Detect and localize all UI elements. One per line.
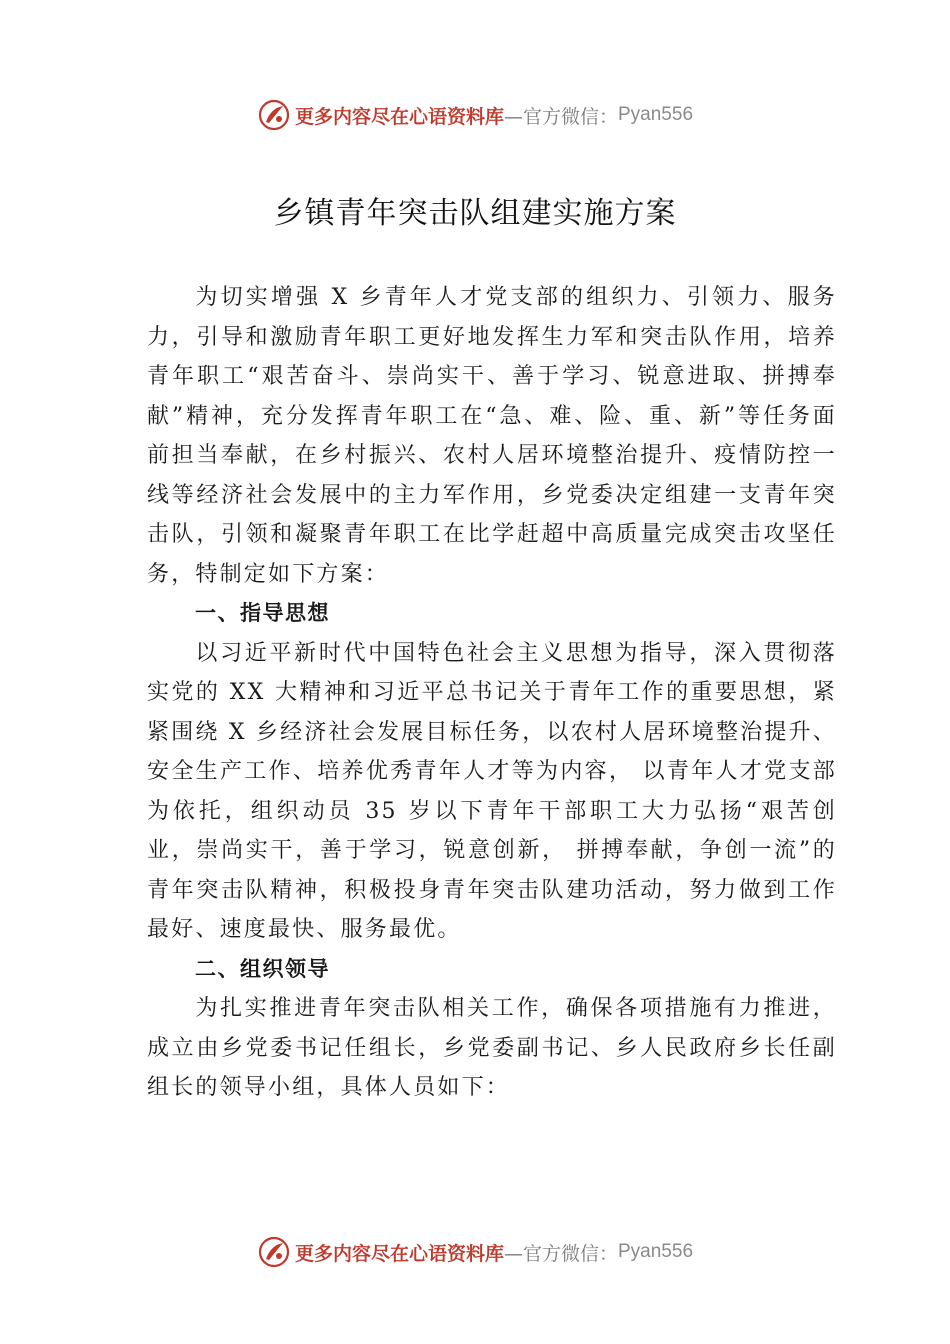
section-paragraph-guiding-ideology: 以习近平新时代中国特色社会主义思想为指导，深入贯彻落实党的 XX 大精神和习近平总书记关于青年工作的重要思想，紧紧围绕 X 乡经济社会发展目标任务，以农村人居环境整治提升、安全生产工作、培养优秀青年人才等为内容， 以青年人才党支部为依托，组织动员 35 岁以下青年干部职工大力弘扬“艰苦创业，崇尚实干，善于学习，锐意创新， 拼搏奉献，争创一流”的青年突击队精神，积极投身青年突击队建功活动，努力做到工作最好、速度最快、服务最优。 — [147, 640, 837, 942]
document-body — [147, 278, 837, 1108]
document-title: 乡镇青年突击队组建实施方案 — [273, 196, 677, 231]
watermark-brand: 更多内容尽在心语资料库 — [294, 1242, 504, 1265]
watermark-brand: 更多内容尽在心语资料库 — [294, 105, 504, 128]
section-paragraph-organization: 为扎实推进青年突击队相关工作，确保各项措施有力推进，成立由乡党委书记任组长，乡党委副书记、乡人民政府乡长任副组长的领导小组，具体人员如下： — [147, 996, 837, 1100]
watermark-label: —官方微信： — [503, 105, 618, 128]
watermark-wechat-id: Pyan556 — [618, 1241, 694, 1262]
watermark-header — [0, 95, 950, 135]
watermark-label: —官方微信： — [503, 1242, 618, 1265]
intro-paragraph: 为切实增强 X 乡青年人才党支部的组织力、引领力、服务力，引导和激励青年职工更好地发挥生力军和突击队作用，培养青年职工“艰苦奋斗、崇尚实干、善于学习、锐意进取、拼搏奉献”精神，充分发挥青年职工在“急、难、险、重、新”等任务面前担当奉献，在乡村振兴、农村人居环境整治提升、疫情防控一线等经济社会发展中的主力军作用，乡党委决定组建一支青年突击队，引领和凝聚青年职工在比学赶超中高质量完成突击攻坚任务，特制定如下方案： — [147, 285, 837, 587]
watermark-wechat-id: Pyan556 — [618, 104, 694, 125]
watermark-footer — [0, 1232, 950, 1272]
section-heading-organization: 二、组织领导 — [195, 956, 330, 981]
brush-logo-icon — [257, 98, 291, 132]
brush-logo-icon — [257, 1235, 291, 1269]
section-heading-guiding-ideology: 一、指导思想 — [195, 601, 330, 625]
